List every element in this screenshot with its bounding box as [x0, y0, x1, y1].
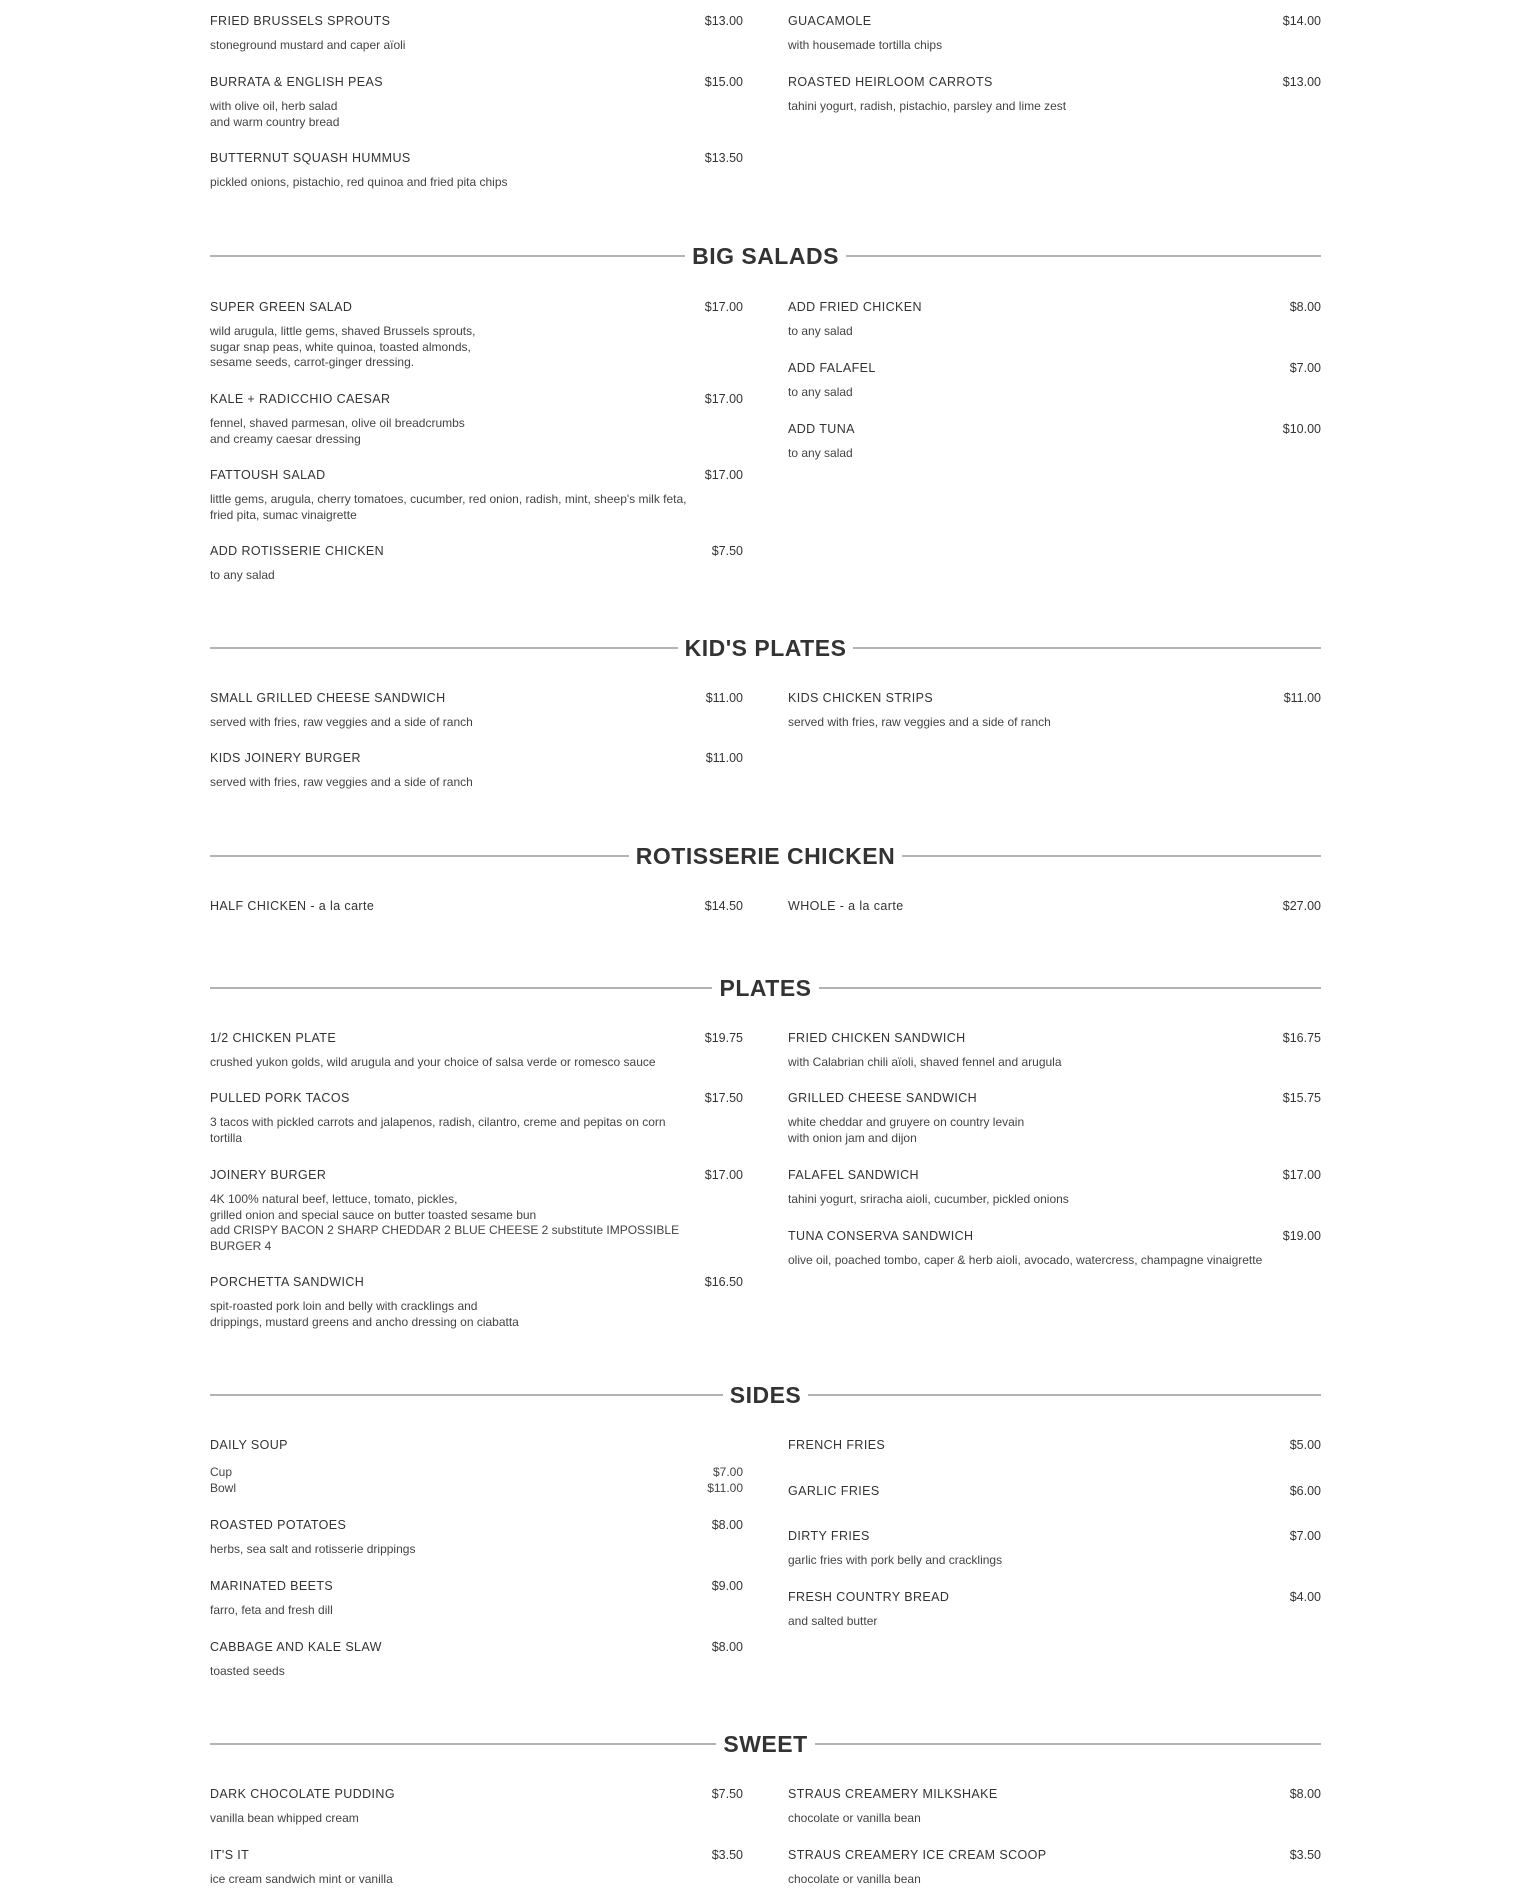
cup-label: Cup [210, 1465, 233, 1479]
menu-item [788, 899, 1321, 917]
item-price: $5.00 [1289, 1438, 1321, 1452]
divider-line [902, 855, 1321, 857]
item-description: herbs, sea salt and rotisserie drippings [210, 1542, 416, 1556]
item-price: $9.00 [711, 1579, 743, 1593]
item-name: STRAUS CREAMERY MILKSHAKE [788, 1787, 998, 1801]
item-name: FRIED CHICKEN SANDWICH [788, 1031, 966, 1045]
item-description: stoneground mustard and caper aïoli [210, 38, 406, 52]
menu-item [210, 75, 743, 130]
item-price: $4.00 [1289, 1590, 1321, 1604]
item-description: to any salad [788, 324, 853, 338]
item-name: ROASTED HEIRLOOM CARROTS [788, 75, 993, 89]
item-name: DARK CHOCOLATE PUDDING [210, 1787, 395, 1801]
section-header [210, 1380, 1321, 1410]
menu-item [788, 1590, 1321, 1630]
bowl-price: $11.00 [707, 1480, 743, 1495]
item-name: GARLIC FRIES [788, 1484, 880, 1498]
item-description: 4K 100% natural beef, lettuce, tomato, pickles, grilled onion and special sauce on butter toasted sesame bun add CRISPY BACON 2 SHARP CHEDDAR 2 BLUE CHEESE 2 substitute IMPOSSIBLE BURGER 4 [210, 1192, 680, 1253]
item-name: BURRATA & ENGLISH PEAS [210, 75, 383, 89]
item-name: ROASTED POTATOES [210, 1518, 347, 1532]
item-description: to any salad [210, 568, 275, 582]
item-name: ADD TUNA [788, 422, 855, 436]
item-price: $8.00 [1289, 300, 1321, 314]
divider-line [210, 987, 712, 989]
item-name: SMALL GRILLED CHEESE SANDWICH [210, 691, 446, 705]
item-description: olive oil, poached tombo, caper & herb aioli, avocado, watercress, champagne vinaigrette [788, 1253, 1263, 1267]
item-name: ADD ROTISSERIE CHICKEN [210, 544, 385, 558]
menu-item [210, 1275, 743, 1330]
item-name: ADD FRIED CHICKEN [788, 300, 922, 314]
item-name: PULLED PORK TACOS [210, 1091, 350, 1105]
soup-sizes [210, 1465, 743, 1496]
divider-line [808, 1394, 1321, 1396]
item-name: WHOLE - a la carte [788, 899, 904, 913]
item-name: KIDS CHICKEN STRIPS [788, 691, 934, 705]
divider-line [853, 647, 1321, 649]
item-description: garlic fries with pork belly and cracklings [788, 1553, 1003, 1567]
section-title: ROTISSERIE CHICKEN [635, 842, 896, 869]
menu-item [210, 1640, 743, 1680]
menu-item [788, 300, 1321, 340]
menu-item [788, 422, 1321, 462]
menu-item [788, 1229, 1321, 1269]
divider-line [210, 255, 685, 257]
menu-item [210, 899, 743, 917]
menu-item-daily-soup [210, 1438, 743, 1496]
section-title: KID'S PLATES [684, 634, 847, 661]
soup-cup-row [210, 1465, 743, 1481]
divider-line [815, 1743, 1321, 1745]
item-price: $11.00 [1283, 691, 1321, 705]
divider-line [210, 1394, 723, 1396]
menu-item [210, 468, 743, 523]
item-price: $16.75 [1282, 1031, 1321, 1045]
section-header [210, 241, 1321, 271]
item-name: CABBAGE AND KALE SLAW [210, 1640, 382, 1654]
item-description: little gems, arugula, cherry tomatoes, cucumber, red onion, radish, mint, sheep's milk feta, fried pita, sumac vinaigrette [210, 492, 687, 522]
item-price: $15.75 [1282, 1091, 1321, 1105]
item-price: $11.00 [705, 691, 743, 705]
menu-item [210, 1848, 743, 1888]
item-price: $15.00 [704, 75, 743, 89]
item-name: TUNA CONSERVA SANDWICH [788, 1229, 974, 1243]
item-price: $7.00 [1289, 1529, 1321, 1543]
item-name: PORCHETTA SANDWICH [210, 1275, 365, 1289]
item-name: HALF CHICKEN - a la carte [210, 899, 375, 913]
menu-item [210, 1031, 743, 1071]
divider-line [210, 855, 629, 857]
menu-item [788, 1091, 1321, 1146]
item-price: $14.50 [704, 899, 743, 913]
section-title: BIG SALADS [692, 242, 839, 269]
item-name: GUACAMOLE [788, 14, 872, 28]
item-name: SUPER GREEN SALAD [210, 300, 353, 314]
item-name: FRIED BRUSSELS SPROUTS [210, 14, 391, 28]
item-description: pickled onions, pistachio, red quinoa and fried pita chips [210, 175, 508, 189]
item-name: 1/2 CHICKEN PLATE [210, 1031, 337, 1045]
item-description: to any salad [788, 385, 853, 399]
menu-item [210, 1579, 743, 1619]
item-description: served with fries, raw veggies and a side of ranch [210, 775, 473, 789]
item-price: $17.00 [704, 468, 743, 482]
menu-item [788, 14, 1321, 54]
item-price: $7.50 [711, 1787, 743, 1801]
item-description: wild arugula, little gems, shaved Brussels sprouts, sugar snap peas, white quinoa, toasted almonds, sesame seeds, carrot-ginger dressing. [210, 324, 476, 369]
section-header [210, 973, 1321, 1003]
item-name: GRILLED CHEESE SANDWICH [788, 1091, 978, 1105]
item-description: toasted seeds [210, 1664, 285, 1678]
item-name: FALAFEL SANDWICH [788, 1168, 919, 1182]
item-price: $13.00 [704, 14, 743, 28]
item-price: $17.00 [1282, 1168, 1321, 1182]
menu-item [210, 300, 743, 371]
item-price: $13.50 [704, 151, 743, 165]
bowl-label: Bowl [210, 1480, 237, 1495]
item-description: white cheddar and gruyere on country levain with onion jam and dijon [788, 1115, 1025, 1145]
item-price: $27.00 [1282, 899, 1321, 913]
menu-item [788, 75, 1321, 115]
section-header [210, 1729, 1321, 1759]
section-header [210, 633, 1321, 663]
divider-line [210, 647, 678, 649]
item-name: KIDS JOINERY BURGER [210, 751, 361, 765]
item-price: $7.50 [711, 544, 743, 558]
menu-item [210, 751, 743, 791]
item-name: DAILY SOUP [210, 1438, 288, 1452]
item-description: spit-roasted pork loin and belly with cracklings and drippings, mustard greens and ancho dressing on ciabatta [210, 1299, 519, 1329]
menu-item [210, 151, 743, 191]
item-description: to any salad [788, 446, 853, 460]
item-price: $8.00 [711, 1640, 743, 1654]
item-name: KALE + RADICCHIO CAESAR [210, 392, 391, 406]
item-description: 3 tacos with pickled carrots and jalapenos, radish, cilantro, creme and pepitas on corn tortilla [210, 1115, 666, 1145]
divider-line [819, 987, 1321, 989]
item-description: ice cream sandwich mint or vanilla [210, 1872, 393, 1886]
item-name: ADD FALAFEL [788, 361, 876, 375]
item-name: MARINATED BEETS [210, 1579, 334, 1593]
cup-price: $7.00 [712, 1465, 743, 1479]
item-description: tahini yogurt, radish, pistachio, parsley and lime zest [788, 99, 1067, 113]
item-name: JOINERY BURGER [210, 1168, 327, 1182]
item-description: crushed yukon golds, wild arugula and your choice of salsa verde or romesco sauce [210, 1055, 656, 1069]
section-title: PLATES [719, 974, 812, 1001]
item-name: STRAUS CREAMERY ICE CREAM SCOOP [788, 1848, 1047, 1862]
menu-item [788, 1529, 1321, 1569]
menu-item [210, 14, 743, 54]
menu-item [788, 1484, 1321, 1502]
item-description: farro, feta and fresh dill [210, 1603, 333, 1617]
item-description: tahini yogurt, sriracha aioli, cucumber, pickled onions [788, 1192, 1069, 1206]
menu-item [210, 1787, 743, 1827]
item-description: chocolate or vanilla bean [788, 1811, 921, 1825]
menu-item [210, 1091, 743, 1146]
item-description: chocolate or vanilla bean [788, 1872, 921, 1886]
item-description: served with fries, raw veggies and a side of ranch [788, 715, 1051, 729]
soup-bowl-row [210, 1481, 743, 1497]
item-description: with olive oil, herb salad and warm country bread [210, 99, 340, 129]
item-name: FATTOUSH SALAD [210, 468, 326, 482]
item-price: $14.00 [1282, 14, 1321, 28]
menu-item [788, 1168, 1321, 1208]
item-price: $8.00 [711, 1518, 743, 1532]
item-name: FRESH COUNTRY BREAD [788, 1590, 950, 1604]
item-description: fennel, shaved parmesan, olive oil breadcrumbs and creamy caesar dressing [210, 416, 465, 446]
item-price: $3.50 [1289, 1848, 1321, 1862]
section-title: SWEET [723, 1730, 808, 1757]
divider-line [846, 255, 1321, 257]
item-price: $7.00 [1289, 361, 1321, 375]
menu-item [210, 392, 743, 447]
item-price: $11.00 [705, 751, 743, 765]
menu-item [788, 1848, 1321, 1888]
divider-line [210, 1743, 716, 1745]
menu-item [210, 691, 743, 731]
menu-item [210, 1168, 743, 1254]
menu-item [788, 1031, 1321, 1071]
item-description: with Calabrian chili aïoli, shaved fennel and arugula [788, 1055, 1062, 1069]
item-description: vanilla bean whipped cream [210, 1811, 359, 1825]
item-price: $10.00 [1282, 422, 1321, 436]
item-name: DIRTY FRIES [788, 1529, 870, 1543]
item-description: served with fries, raw veggies and a side of ranch [210, 715, 473, 729]
item-price: $19.00 [1282, 1229, 1321, 1243]
item-price: $16.50 [704, 1275, 743, 1289]
item-name: IT'S IT [210, 1848, 250, 1862]
item-description: with housemade tortilla chips [788, 38, 943, 52]
item-description: and salted butter [788, 1614, 878, 1628]
item-name: FRENCH FRIES [788, 1438, 886, 1452]
item-price: $8.00 [1289, 1787, 1321, 1801]
item-price: $17.00 [704, 300, 743, 314]
item-price: $13.00 [1282, 75, 1321, 89]
menu-item [788, 1787, 1321, 1827]
menu-item [210, 1518, 743, 1558]
section-title: SIDES [729, 1381, 802, 1408]
menu-item [788, 1438, 1321, 1456]
menu-item [788, 361, 1321, 401]
item-price: $19.75 [704, 1031, 743, 1045]
menu-item [210, 544, 743, 584]
item-name: BUTTERNUT SQUASH HUMMUS [210, 151, 411, 165]
item-price: $17.00 [704, 1168, 743, 1182]
menu-item [788, 691, 1321, 731]
item-price: $3.50 [711, 1848, 743, 1862]
item-price: $17.00 [704, 392, 743, 406]
section-header [210, 841, 1321, 871]
item-price: $17.50 [704, 1091, 743, 1105]
item-price: $6.00 [1289, 1484, 1321, 1498]
